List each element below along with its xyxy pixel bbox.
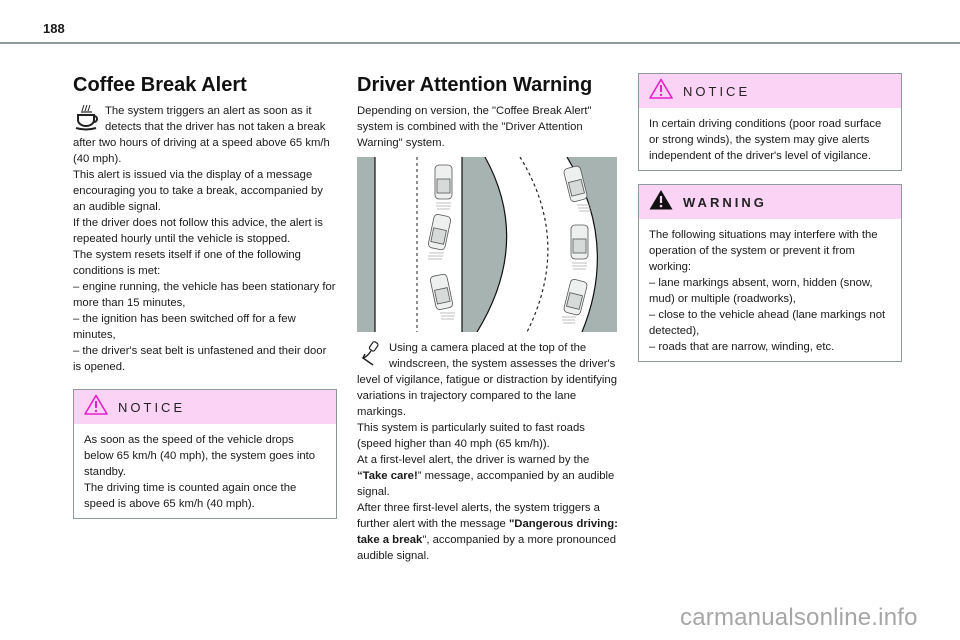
driver-attention-section: Driver Attention Warning Depending on version, the "Coffee Break Alert" system is combined with the "Driver Attention Warning" system. Using a camera placed at the top of the windscreen, the system assesses the driver's level of vigilance, fatigue or distraction by identifying variations in trajectory compared to the lane markings. This system is particularly suited to fast roads (speed higher than 40 mph (65 km/h)). At a first-level alert, the driver is warned by the “Take care!” message, accompanied by an audible signal. After three first-level alerts, the system triggers a further alert with the message "Dangerous driving: take a break", accompanied by a more pronounced audible signal. (357, 73, 621, 564)
warning-header (639, 185, 901, 219)
warning-item: – roads that are narrow, winding, etc. (649, 341, 835, 353)
coffee-break-intro: The system triggers an alert as soon as it detects that the driver has not taken a break after two hours of driving at a speed above 65 km/h (40 mph). (73, 105, 330, 165)
header-rule (0, 42, 960, 44)
right-column (638, 73, 902, 362)
camera-icon (357, 340, 385, 370)
warning-title: WARNING (683, 194, 767, 210)
section-title-coffee-break: Coffee Break Alert (73, 74, 247, 96)
notice-title: NOTICE (683, 83, 751, 99)
page-number: 188 (43, 21, 65, 36)
notice-title: NOTICE (118, 399, 186, 415)
warning-triangle-outline-icon (649, 78, 673, 104)
notice-header (639, 74, 901, 108)
watermark: carmanualsonline.info (680, 604, 918, 631)
warning-item: – close to the vehicle ahead (lane markings not detected), (649, 309, 886, 337)
warning-box: WARNING The following situations may interfere with the operation of the system or prevent it from working: – lane markings absent, worn, hidden (snow, mud) or multiple (roadworks), – close to the vehicle ahead (lane markings not detected), – roads that are narrow, winding, etc. (638, 184, 902, 362)
notice-box: NOTICE In certain driving conditions (poor road surface or strong winds), the system may give alerts independent of the driver's level of vigilance. (638, 73, 902, 171)
camera-paragraph: Using a camera placed at the top of the windscreen, the system assesses the driver's level of vigilance, fatigue or distraction by identifying variations in trajectory compared to the lane markings. (357, 342, 617, 418)
warning-triangle-filled-icon (649, 189, 673, 215)
condition-item: – the driver's seat belt is unfastened and their door is opened. (73, 345, 327, 373)
lane-drift-diagram (357, 157, 617, 332)
condition-item: – engine running, the vehicle has been stationary for more than 15 minutes, (73, 281, 336, 309)
notice-box: NOTICE As soon as the speed of the vehicle drops below 65 km/h (40 mph), the system goes into standby. The driving time is counted again once the speed is above 65 km/h (40 mph). (73, 389, 337, 519)
section-title-driver-attention: Driver Attention Warning (357, 74, 593, 96)
dangerous-driving-message: "Dangerous driving: take a break (357, 518, 618, 546)
coffee-cup-icon (73, 103, 101, 133)
condition-item: – the ignition has been switched off for a few minutes, (73, 313, 296, 341)
warning-item: – lane markings absent, worn, hidden (snow, mud) or multiple (roadworks), (649, 277, 873, 305)
coffee-break-section: Coffee Break Alert The system triggers an alert as soon as it detects that the driver has not taken a break after two hours of driving at a speed above 65 km/h (40 mph). This alert is issued via the display of a message encouraging you to take a break, accompanied by an audible signal. If the driver does not follow this advice, the alert is repeated hourly until the vehicle is stopped. The system resets itself if one of the following conditions is met: – engine running, the vehicle has been stationary for more than 15 minutes, – the ignition has been switched off for a few minutes, – the driver's seat belt is unfastened and their door is opened. NOTICE As soon as the speed of the vehicle drops below 65 km/h (40 mph), the system goes into standby. The driving time is counted again once the speed is above 65 km/h (40 mph). (73, 73, 337, 519)
notice-header (74, 390, 336, 424)
warning-triangle-outline-icon (84, 394, 108, 420)
take-care-message: “Take care! (357, 470, 418, 482)
